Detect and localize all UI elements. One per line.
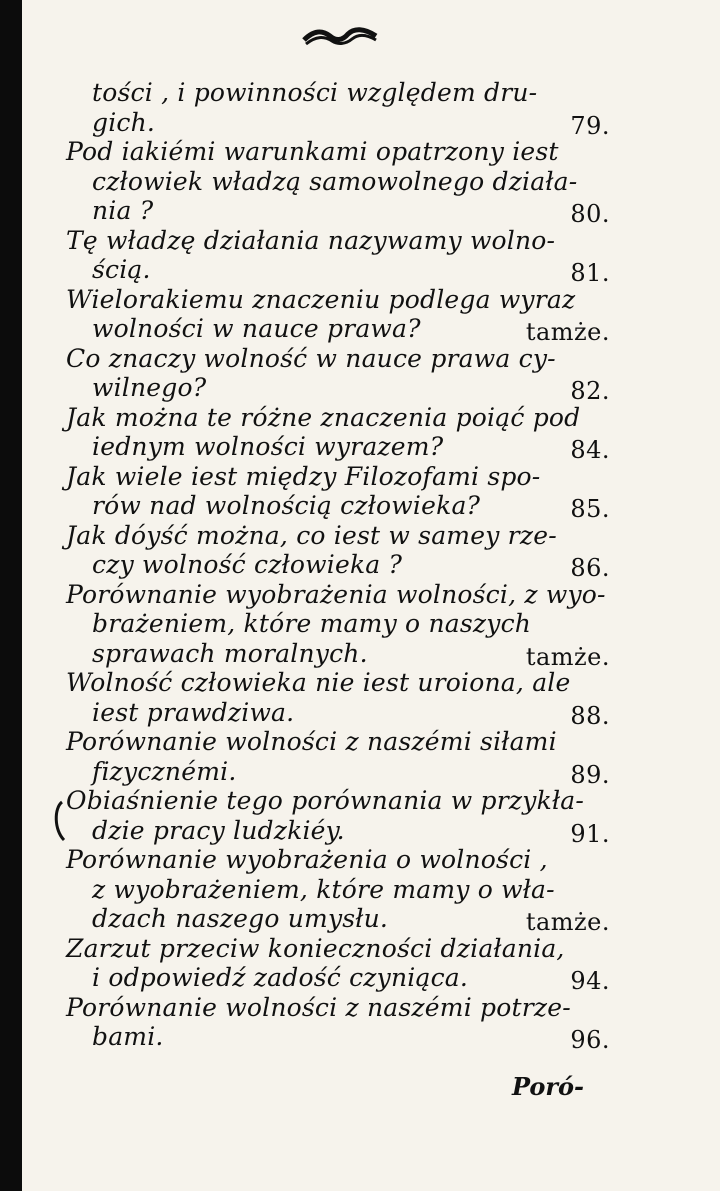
entry-last-line xyxy=(66,255,610,287)
entry-first-line: Porównanie wolności z naszémi potrze- xyxy=(66,992,571,1022)
entry-last-line xyxy=(66,904,610,936)
toc-entry xyxy=(66,284,610,346)
entry-first-line: Tę władzę działania nazywamy wolno- xyxy=(66,225,556,255)
entry-last-line xyxy=(66,638,610,671)
toc-entry xyxy=(66,520,610,582)
entry-first-line: tości , i powinności względem dru- xyxy=(92,78,538,107)
entry-last-line xyxy=(66,815,610,848)
toc-entry xyxy=(66,786,610,848)
page-number: 88. xyxy=(570,701,610,730)
entry-continuation-line: z wyobrażeniem, które mamy o wła- xyxy=(92,874,555,904)
page-number: 82. xyxy=(570,377,610,405)
toc-entry xyxy=(66,933,610,995)
entry-last-text: wilnego? xyxy=(92,373,207,402)
entry-first-line: Obiaśnienie tego porównania w przykła- xyxy=(66,786,585,815)
entry-last-line xyxy=(66,1022,610,1054)
entry-first-line: Wielorakiemu znaczeniu podlega wyraz xyxy=(66,284,576,314)
entry-first-line: Wolność człowieka nie iest uroiona, ale xyxy=(66,668,571,697)
entry-last-text: rów nad wolnością człowieka? xyxy=(92,491,481,520)
entry-last-text: ścią. xyxy=(92,255,151,284)
entry-first-line: Jak wiele iest między Filozofami spo- xyxy=(66,461,541,491)
page-number: 79. xyxy=(570,111,610,140)
entry-last-line xyxy=(66,432,610,464)
entry-last-text: iednym wolności wyrazem? xyxy=(92,432,444,461)
entry-first-line: Jak dóyść można, co iest w samey rze- xyxy=(66,520,557,550)
toc-entry xyxy=(66,461,610,523)
entry-first-line: Porównanie wyobrażenia o wolności , xyxy=(66,845,548,874)
toc-entry xyxy=(66,225,610,287)
page-number: tamże. xyxy=(525,642,610,671)
entry-last-line xyxy=(66,491,610,523)
entry-first-line: Porównanie wolności z naszémi siłami xyxy=(66,727,557,756)
toc-entry xyxy=(66,402,610,464)
toc-entry xyxy=(66,992,610,1054)
toc-entry xyxy=(66,845,610,936)
entry-first-line: Zarzut przeciw konieczności działania, xyxy=(66,933,565,963)
entry-last-line xyxy=(66,756,610,789)
catchword: Poró- xyxy=(511,1072,584,1101)
entry-last-line xyxy=(66,373,610,405)
entry-first-line: Porównanie wyobrażenia wolności, z wyo- xyxy=(66,579,606,609)
toc-entry xyxy=(66,579,610,671)
entry-last-text: dzie pracy ludzkiéy. xyxy=(92,815,345,845)
entry-last-text: bami. xyxy=(92,1022,164,1051)
page-number: 91. xyxy=(570,819,610,848)
entry-last-line xyxy=(66,550,610,582)
page-number: tamże. xyxy=(525,318,610,346)
entry-last-text: wolności w nauce prawa? xyxy=(92,314,421,343)
book-spine xyxy=(0,0,22,1191)
page-number: tamże. xyxy=(525,908,610,936)
entry-last-line xyxy=(66,963,610,995)
page-number: 85. xyxy=(570,495,610,523)
margin-bracket-mark xyxy=(50,800,66,844)
entry-first-line: Pod iakiémi warunkami opatrzony iest xyxy=(66,137,559,166)
entry-first-line: Co znaczy wolność w nauce prawa cy- xyxy=(66,343,556,373)
entry-last-text: nia ? xyxy=(92,196,154,225)
ornament-icon xyxy=(300,22,380,50)
toc-entry xyxy=(66,668,610,730)
page-number: 96. xyxy=(570,1026,610,1054)
toc-entry xyxy=(66,137,610,228)
page-number: 86. xyxy=(570,554,610,582)
entry-continuation-line: brażeniem, które mamy o naszych xyxy=(92,609,532,638)
page-number: 81. xyxy=(570,259,610,287)
entry-last-line xyxy=(66,697,610,730)
entry-last-text: sprawach moralnych. xyxy=(92,638,368,668)
page-number: 89. xyxy=(570,760,610,789)
entry-last-line xyxy=(66,196,610,228)
entry-first-line: Jak można te różne znaczenia poiąć pod xyxy=(66,402,581,432)
page-number: 94. xyxy=(570,967,610,995)
entry-last-text: czy wolność człowieka ? xyxy=(92,550,403,579)
entry-continuation-line: człowiek władzą samowolnego działa- xyxy=(92,166,578,196)
toc-entry xyxy=(66,727,610,789)
entry-last-text: gich. xyxy=(92,107,156,137)
table-of-contents xyxy=(66,78,610,1054)
entry-last-text: i odpowiedź zadość czyniąca. xyxy=(92,963,469,992)
toc-entry xyxy=(66,78,610,140)
entry-last-text: dzach naszego umysłu. xyxy=(92,904,389,933)
toc-entry xyxy=(66,343,610,405)
page-number: 80. xyxy=(570,200,610,228)
entry-last-text: iest prawdziwa. xyxy=(92,697,295,727)
entry-last-line xyxy=(66,314,610,346)
entry-last-text: fizycznémi. xyxy=(92,756,237,786)
page-number: 84. xyxy=(570,436,610,464)
entry-last-line xyxy=(66,107,610,140)
